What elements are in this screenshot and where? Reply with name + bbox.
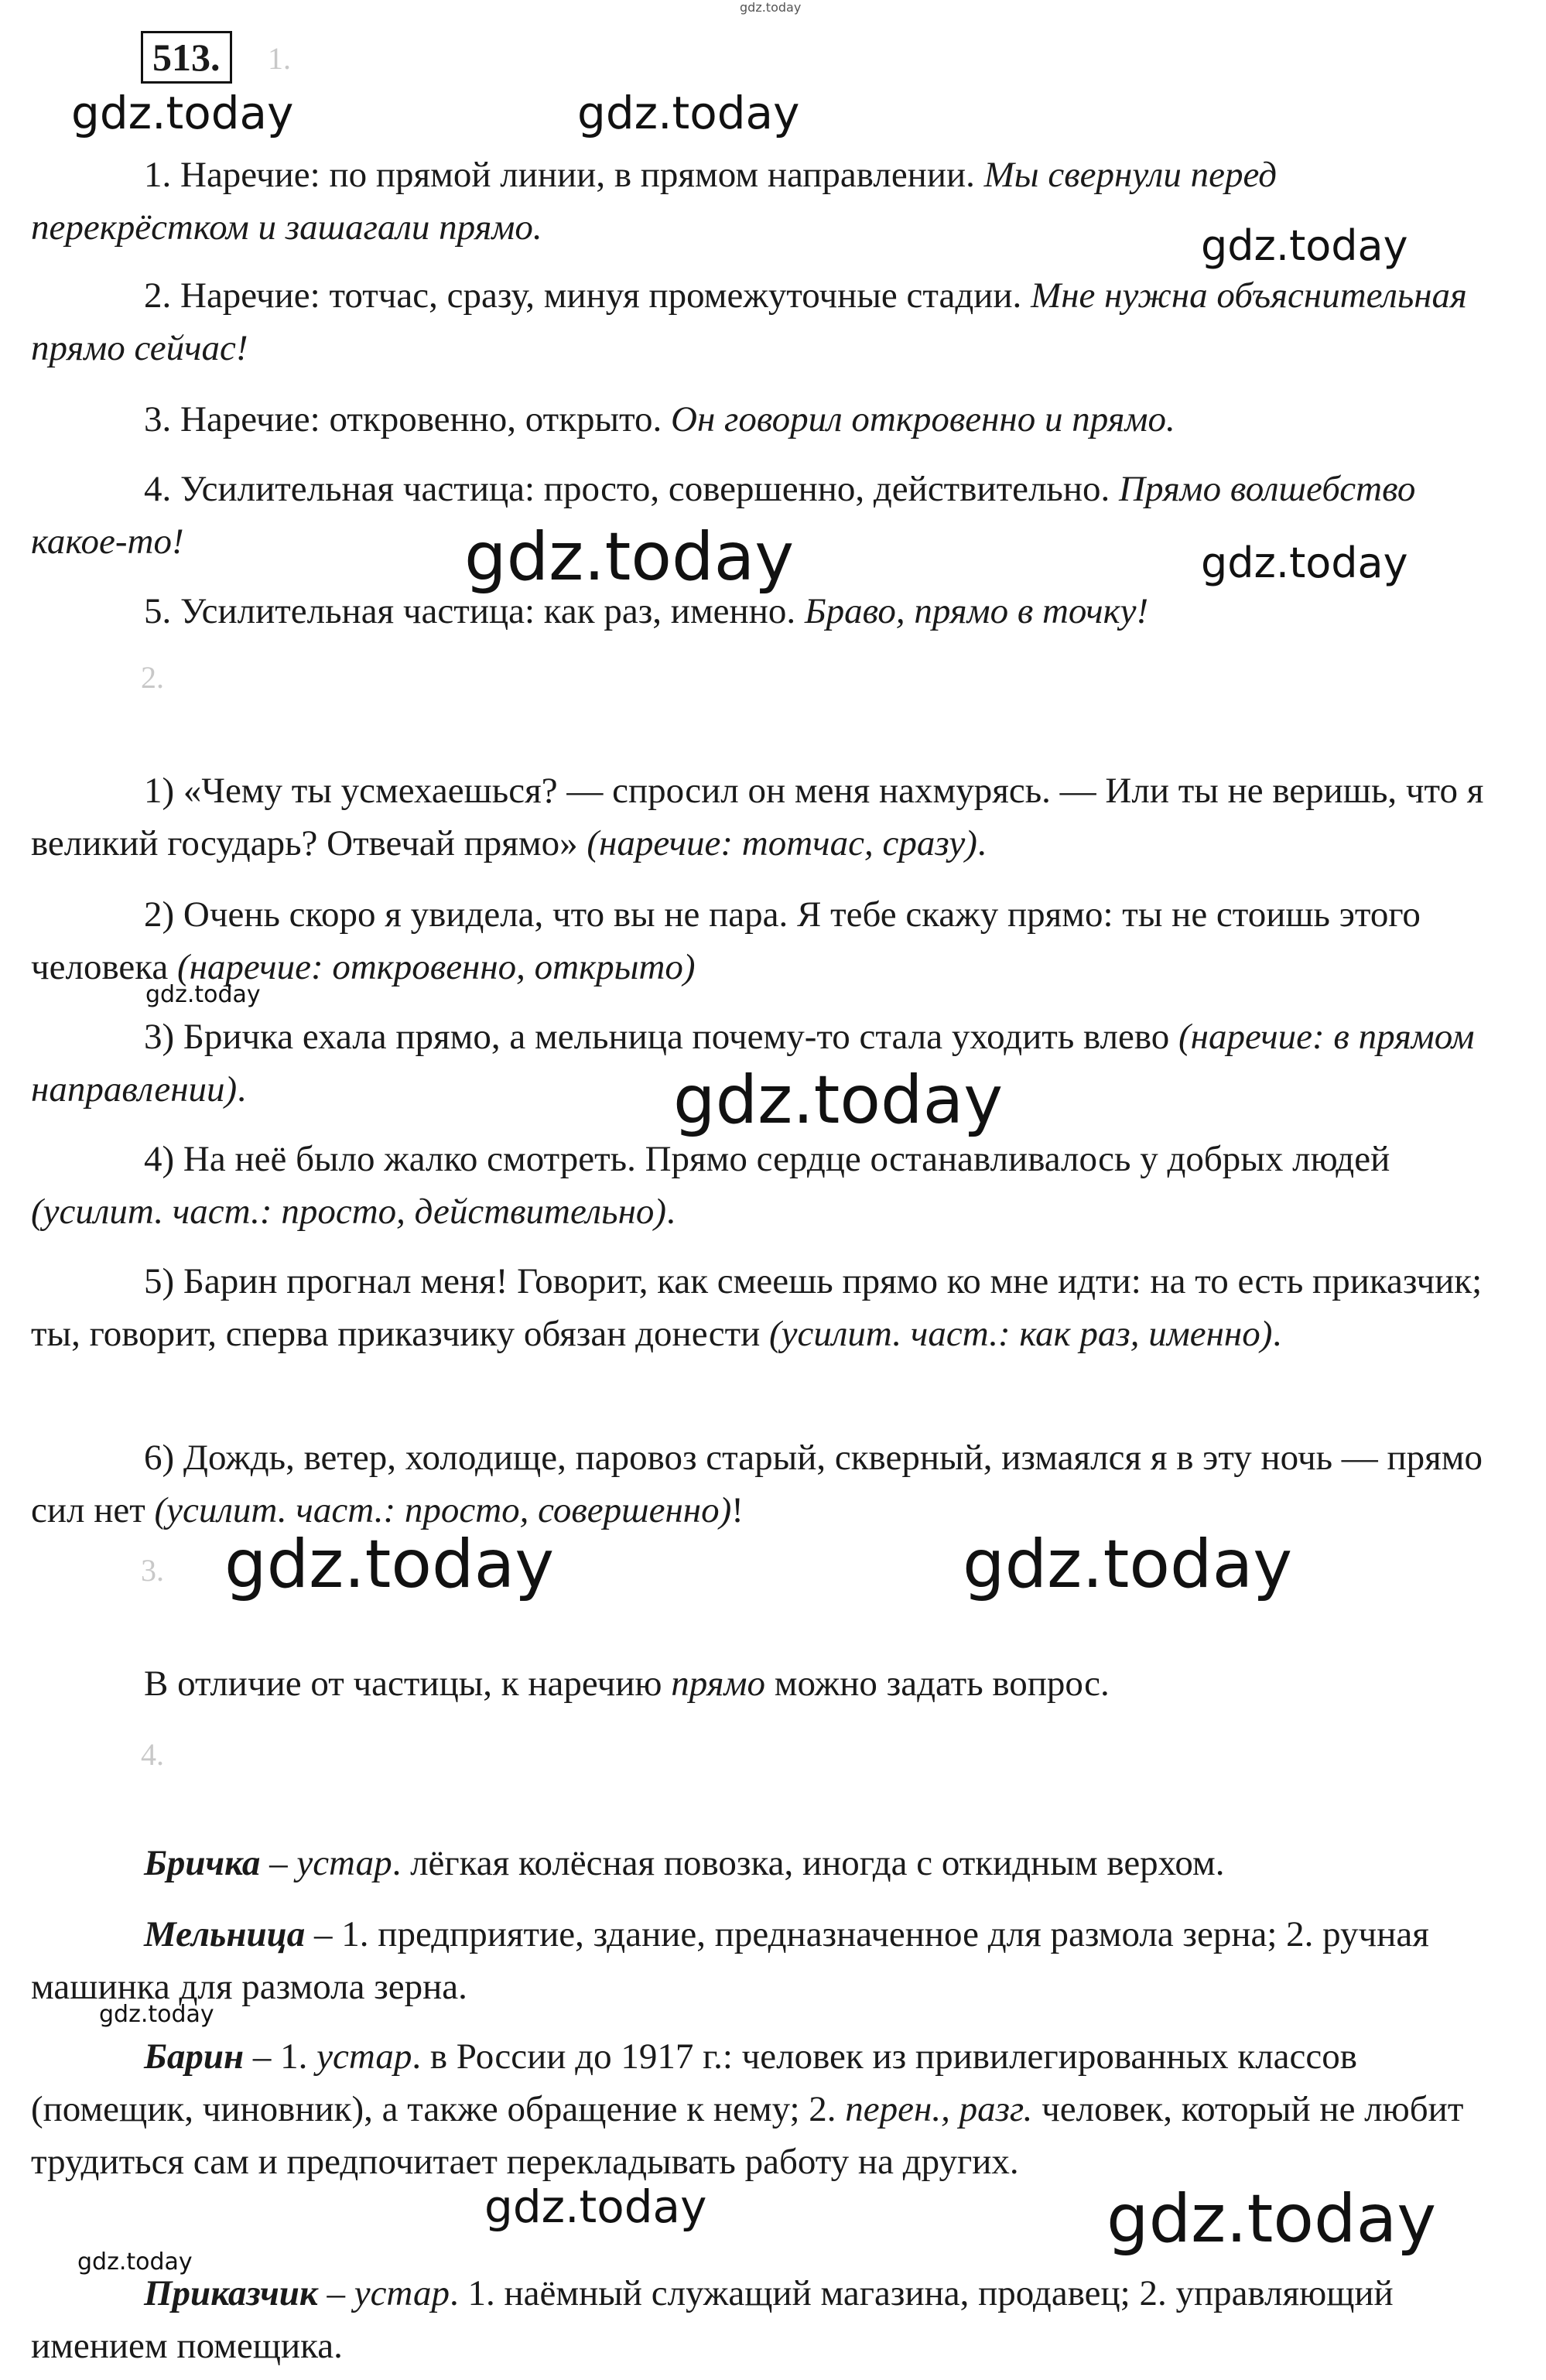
section-label-3: 3.	[141, 1553, 164, 1588]
meaning-5: 5. Усилительная частица: как раз, именно. Браво, прямо в точку!	[144, 591, 1149, 631]
sentence-4: 4) На неё было жалко смотреть. Прямо сердце останавливалось у добрых людей (усилит. част.: просто, действительно).	[31, 1139, 1390, 1232]
definition-term: Приказчик	[144, 2273, 318, 2313]
conclusion: В отличие от частицы, к наречию прямо можно задать вопрос.	[144, 1664, 1110, 1704]
section-label-4: 4.	[141, 1737, 164, 1772]
watermark: gdz.today	[99, 2001, 214, 2028]
sentence-6: 6) Дождь, ветер, холодище, паровоз старый, скверный, измаялся я в эту ночь — прямо сил нет (усилит. част.: просто, совершенно)!	[31, 1438, 1483, 1530]
meaning-1: 1. Наречие: по прямой линии, в прямом направлении. Мы свернули перед перекрёстком и зашагали прямо.	[31, 155, 1277, 248]
example-sentence: Мне нужна объяснительная прямо сейчас!	[31, 275, 1467, 368]
watermark: gdz.today	[464, 518, 795, 596]
definition-barin: Барин – 1. устар. в России до 1917 г.: человек из привилегированных классов (помещик, чиновник), а также обращение к нему; 2. перен., разг. человек, который не любит трудиться сам и предпочитает перекладывать работу на других.	[31, 2036, 1464, 2182]
sentence-2: 2) Очень скоро я увидела, что вы не пара. Я тебе скажу прямо: ты не стоишь этого человека (наречие: откровенно, открыто)	[31, 894, 1421, 987]
watermark: gdz.today	[77, 2248, 193, 2276]
definition-brichka: Бричка – устар. лёгкая колёсная повозка, иногда с откидным верхом.	[144, 1843, 1225, 1883]
sentence-5: 5) Барин прогнал меня! Говорит, как смеешь прямо ко мне идти: на то есть приказчик; ты, говорит, сперва приказчику обязан донести (усилит. част.: как раз, именно).	[31, 1261, 1483, 1354]
meaning-4: 4. Усилительная частица: просто, совершенно, действительно. Прямо волшебство какое-то!	[31, 469, 1416, 562]
sentence-note: (усилит. част.: просто, действительно)	[31, 1192, 667, 1232]
example-sentence: Прямо волшебство какое-то!	[31, 469, 1416, 562]
sentence-note: (наречие: в прямом направлении)	[31, 1017, 1475, 1110]
watermark: gdz.today	[963, 1526, 1293, 1603]
example-sentence: Мы свернули перед перекрёстком и зашагали прямо.	[31, 155, 1277, 248]
watermark: gdz.today	[1106, 2180, 1437, 2258]
watermark: gdz.today	[740, 0, 802, 15]
meaning-3: 3. Наречие: откровенно, открыто. Он говорил откровенно и прямо.	[144, 399, 1175, 439]
sentence-1: 1) «Чему ты усмехаешься? — спросил он меня нахмурясь. — Или ты не веришь, что я великий государь? Отвечай прямо» (наречие: тотчас, сразу).	[31, 771, 1484, 863]
sentence-note: (усилит. част.: просто, совершенно)	[154, 1490, 732, 1530]
definition-term: Бричка	[144, 1843, 261, 1883]
sentence-note: (усилит. част.: как раз, именно)	[769, 1314, 1273, 1354]
definition-term: Мельница	[144, 1914, 306, 1954]
sentence-3: 3) Бричка ехала прямо, а мельница почему-то стала уходить влево (наречие: в прямом направлении).	[31, 1017, 1475, 1110]
example-sentence: Он говорил откровенно и прямо.	[671, 399, 1175, 439]
exercise-number: 513.	[141, 31, 232, 84]
definition-melnitsa: Мельница – 1. предприятие, здание, предназначенное для размола зерна; 2. ручная машинка для размола зерна.	[31, 1914, 1429, 2007]
section-label-1: 1.	[268, 41, 291, 76]
section-label-2: 2.	[141, 660, 164, 695]
definition-prikazchik: Приказчик – устар. 1. наёмный служащий магазина, продавец; 2. управляющий имением помещика.	[31, 2273, 1394, 2366]
watermark: gdz.today	[484, 2180, 707, 2233]
example-sentence: Браво, прямо в точку!	[804, 591, 1149, 631]
definition-term: Барин	[144, 2036, 245, 2077]
watermark: gdz.today	[1201, 221, 1408, 270]
watermark: gdz.today	[577, 87, 800, 139]
sentence-note: (наречие: тотчас, сразу)	[587, 823, 977, 863]
watermark: gdz.today	[145, 981, 261, 1008]
watermark: gdz.today	[1201, 539, 1408, 587]
sentence-note: (наречие: откровенно, открыто)	[176, 947, 696, 987]
meaning-2: 2. Наречие: тотчас, сразу, минуя промежуточные стадии. Мне нужна объяснительная прямо сейчас!	[31, 275, 1467, 368]
watermark: gdz.today	[71, 87, 294, 139]
watermark: gdz.today	[224, 1526, 555, 1603]
watermark: gdz.today	[673, 1062, 1004, 1139]
